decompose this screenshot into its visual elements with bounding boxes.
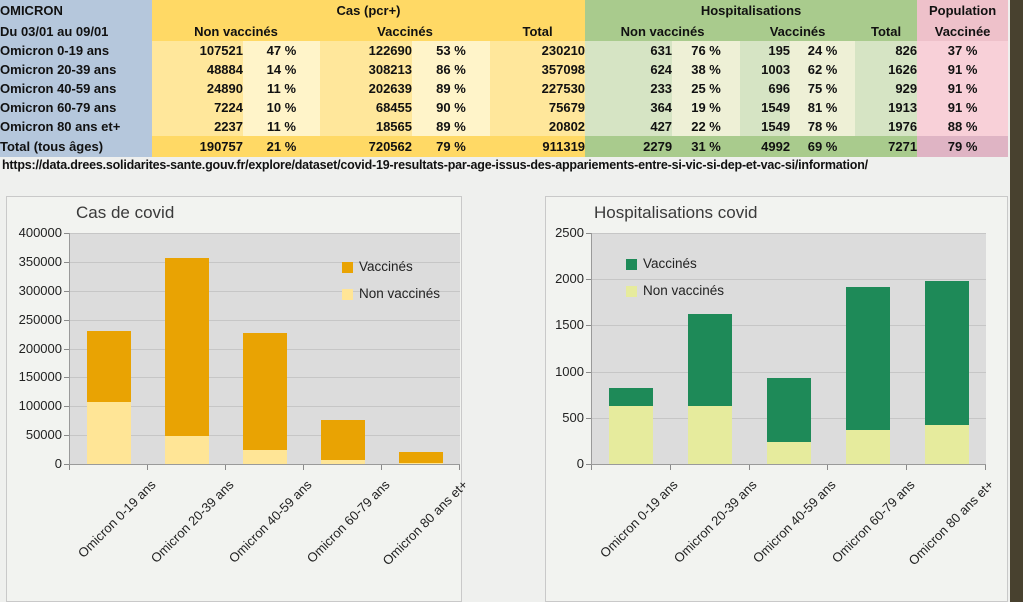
y-axis-tick <box>64 320 69 321</box>
y-axis-tick <box>64 406 69 407</box>
table-cell-cas_nv[interactable]: 190757 <box>152 136 243 157</box>
table-cell-hosp_v_pct[interactable]: 24 % <box>790 41 855 60</box>
table-cell-hosp_v[interactable]: 1003 <box>740 60 790 79</box>
table-cell-hosp_total[interactable]: 826 <box>855 41 917 60</box>
table-cell-cas_v_pct[interactable]: 89 % <box>412 79 490 98</box>
legend-item <box>342 286 440 302</box>
y-axis-tick-label: 0 <box>576 456 584 471</box>
bar-segment-vaccinés <box>688 314 732 407</box>
table-cell-pop_pct[interactable]: 91 % <box>917 79 1008 98</box>
table-cell-cas_total[interactable]: 911319 <box>490 136 585 157</box>
y-axis-tick <box>586 233 591 234</box>
section-header-cas[interactable]: Cas (pcr+) <box>152 0 585 21</box>
table-cell-cas_nv[interactable]: 24890 <box>152 79 243 98</box>
table-title[interactable]: OMICRON <box>0 0 152 21</box>
table-cell-cas_nv_pct[interactable]: 21 % <box>243 136 320 157</box>
legend-item <box>626 283 724 299</box>
gridline <box>592 279 986 280</box>
table-cell-hosp_nv_pct[interactable]: 31 % <box>672 136 740 157</box>
y-axis-tick-label: 2000 <box>555 271 584 287</box>
gridline <box>70 233 460 234</box>
table-cell-pop_pct[interactable]: 88 % <box>917 117 1008 136</box>
table-cell-hosp_nv_pct[interactable]: 19 % <box>672 98 740 117</box>
bar-segment-vaccinés <box>609 388 653 406</box>
row-label[interactable]: Omicron 60-79 ans <box>0 98 152 117</box>
bar-segment-non-vaccinés <box>609 406 653 464</box>
table-cell-cas_nv[interactable]: 7224 <box>152 98 243 117</box>
legend-swatch-icon <box>342 262 353 273</box>
x-axis-category-label: Omicron 20-39 ans <box>671 477 760 566</box>
y-axis-tick <box>64 377 69 378</box>
y-axis-tick-label: 100000 <box>18 398 62 414</box>
gridline <box>70 320 460 321</box>
row-label[interactable]: Omicron 80 ans et+ <box>0 117 152 136</box>
bar-segment-non-vaccinés <box>243 450 287 464</box>
section-header-population[interactable]: Population <box>917 0 1008 21</box>
bar-segment-non-vaccinés <box>165 436 209 464</box>
legend-item <box>342 259 413 275</box>
table-cell-hosp_total[interactable]: 929 <box>855 79 917 98</box>
header-cas-non-vaccines[interactable]: Non vaccinés <box>152 21 320 41</box>
header-hosp-non-vaccines[interactable]: Non vaccinés <box>585 21 740 41</box>
y-axis-tick-label: 250000 <box>18 311 62 327</box>
table-cell-cas_total[interactable]: 230210 <box>490 41 585 60</box>
legend-swatch-icon <box>626 259 637 270</box>
table-row <box>0 98 1008 117</box>
table-cell-hosp_total[interactable]: 1913 <box>855 98 917 117</box>
y-axis-tick <box>586 279 591 280</box>
table-cell-hosp_nv[interactable]: 233 <box>585 79 672 98</box>
source-url-link[interactable]: https://data.drees.solidarites-sante.gouv.fr/explore/dataset/covid-19-resultats-par-age-issus-des-appariements-entre-si-vic-si-dep-et-vac-si/information/ <box>2 158 868 172</box>
bar-segment-vaccinés <box>87 331 131 402</box>
x-axis-tick <box>69 465 70 470</box>
table-cell-cas_v_pct[interactable]: 90 % <box>412 98 490 117</box>
y-axis-tick-label: 500 <box>562 409 584 425</box>
bar-segment-vaccinés <box>243 333 287 450</box>
table-total-row <box>0 136 1008 157</box>
bar-segment-non-vaccinés <box>925 425 969 464</box>
x-axis-category-label: Omicron 0-19 ans <box>597 477 682 561</box>
bar-segment-non-vaccinés <box>846 430 890 464</box>
header-cas-vaccines[interactable]: Vaccinés <box>320 21 490 41</box>
bar-segment-vaccinés <box>399 452 443 463</box>
x-axis-tick <box>459 465 460 470</box>
table-cell-pop_pct[interactable]: 91 % <box>917 60 1008 79</box>
table-cell-cas_total[interactable]: 75679 <box>490 98 585 117</box>
table-cell-hosp_nv[interactable]: 427 <box>585 117 672 136</box>
y-axis-tick-label: 0 <box>54 456 62 471</box>
table-cell-cas_v[interactable]: 308213 <box>320 60 412 79</box>
table-cell-pop_pct[interactable]: 79 % <box>917 136 1008 157</box>
y-axis-tick <box>64 435 69 436</box>
table-cell-hosp_v_pct[interactable]: 78 % <box>790 117 855 136</box>
table-cell-pop_pct[interactable]: 91 % <box>917 98 1008 117</box>
x-axis-tick <box>670 465 671 470</box>
bar-segment-non-vaccinés <box>321 460 365 464</box>
table-cell-hosp_v[interactable]: 1549 <box>740 117 790 136</box>
table-cell-cas_nv_pct[interactable]: 11 % <box>243 79 320 98</box>
x-axis-category-label: Omicron 20-39 ans <box>147 477 237 566</box>
table-cell-cas_nv_pct[interactable]: 11 % <box>243 117 320 136</box>
header-cas-total[interactable]: Total <box>490 21 585 41</box>
y-axis-tick <box>64 349 69 350</box>
x-axis-tick <box>827 465 828 470</box>
table-cell-cas_v[interactable]: 202639 <box>320 79 412 98</box>
table-cell-hosp_nv[interactable]: 364 <box>585 98 672 117</box>
y-axis-tick-label: 50000 <box>25 427 62 443</box>
table-cell-hosp_nv[interactable]: 631 <box>585 41 672 60</box>
x-axis-tick <box>381 465 382 470</box>
table-cell-hosp_v[interactable]: 696 <box>740 79 790 98</box>
y-axis-tick-label: 350000 <box>18 253 62 269</box>
row-label[interactable]: Omicron 0-19 ans <box>0 41 152 60</box>
table-cell-cas_v_pct[interactable]: 79 % <box>412 136 490 157</box>
table-row <box>0 41 1008 60</box>
y-axis-tick-label: 400000 <box>18 225 62 240</box>
table-cell-hosp_nv[interactable]: 624 <box>585 60 672 79</box>
table-cell-cas_v[interactable]: 720562 <box>320 136 412 157</box>
x-axis-category-label: Omicron 60-79 ans <box>303 477 393 566</box>
bar-segment-vaccinés <box>846 287 890 430</box>
x-axis-tick <box>225 465 226 470</box>
legend-label: Vaccinés <box>359 259 413 274</box>
x-axis-category-label: Omicron 40-59 ans <box>225 477 315 566</box>
table-header-row-1 <box>0 0 1008 21</box>
y-axis-tick <box>586 372 591 373</box>
bar-segment-non-vaccinés <box>688 406 732 464</box>
y-axis-tick <box>586 418 591 419</box>
table-cell-cas_total[interactable]: 227530 <box>490 79 585 98</box>
table-cell-cas_total[interactable]: 357098 <box>490 60 585 79</box>
bar-segment-non-vaccinés <box>767 442 811 464</box>
table-cell-cas_nv_pct[interactable]: 14 % <box>243 60 320 79</box>
bar-segment-vaccinés <box>925 281 969 424</box>
legend-swatch-icon <box>342 289 353 300</box>
desktop-background-strip <box>1010 0 1023 602</box>
row-label[interactable]: Omicron 40-59 ans <box>0 79 152 98</box>
table-cell-cas_nv_pct[interactable]: 47 % <box>243 41 320 60</box>
bar-segment-non-vaccinés <box>399 463 443 464</box>
table-cell-hosp_total[interactable]: 1976 <box>855 117 917 136</box>
table-row <box>0 117 1008 136</box>
x-axis-tick <box>303 465 304 470</box>
legend-label: Vaccinés <box>643 256 697 271</box>
table-cell-hosp_nv_pct[interactable]: 76 % <box>672 41 740 60</box>
table-cell-cas_total[interactable]: 20802 <box>490 117 585 136</box>
x-axis-category-label: Omicron 0-19 ans <box>74 477 159 561</box>
bar-segment-vaccinés <box>165 258 209 436</box>
table-cell-hosp_v[interactable]: 1549 <box>740 98 790 117</box>
table-cell-cas_nv[interactable]: 107521 <box>152 41 243 60</box>
table-cell-pop_pct[interactable]: 37 % <box>917 41 1008 60</box>
table-cell-hosp_v[interactable]: 195 <box>740 41 790 60</box>
table-cell-cas_v_pct[interactable]: 53 % <box>412 41 490 60</box>
table-cell-cas_v[interactable]: 68455 <box>320 98 412 117</box>
omicron-data-table <box>0 0 1008 157</box>
bar-segment-non-vaccinés <box>87 402 131 464</box>
table-cell-cas_v[interactable]: 18565 <box>320 117 412 136</box>
table-cell-hosp_v[interactable]: 4992 <box>740 136 790 157</box>
x-axis-category-label: Omicron 60-79 ans <box>828 477 918 566</box>
header-hosp-vaccines[interactable]: Vaccinés <box>740 21 855 41</box>
table-cell-hosp_nv[interactable]: 2279 <box>585 136 672 157</box>
table-cell-cas_v[interactable]: 122690 <box>320 41 412 60</box>
x-axis-category-label: Omicron 40-59 ans <box>749 477 839 566</box>
section-header-hospitalisations[interactable]: Hospitalisations <box>585 0 917 21</box>
table-cell-hosp_total[interactable]: 1626 <box>855 60 917 79</box>
y-axis-tick <box>64 262 69 263</box>
chart-title: Hospitalisations covid <box>594 203 758 222</box>
table-cell-hosp_v_pct[interactable]: 69 % <box>790 136 855 157</box>
table-cell-cas_v_pct[interactable]: 86 % <box>412 60 490 79</box>
y-axis-tick-label: 2500 <box>555 225 584 240</box>
header-hosp-total[interactable]: Total <box>855 21 917 41</box>
gridline <box>592 233 986 234</box>
chart-hospitalisations-covid[interactable] <box>545 196 1008 602</box>
y-axis-tick-label: 1500 <box>555 317 584 333</box>
bar-segment-vaccinés <box>321 420 365 460</box>
table-cell-cas_nv[interactable]: 48884 <box>152 60 243 79</box>
legend-label: Non vaccinés <box>643 283 725 298</box>
table-cell-hosp_nv_pct[interactable]: 25 % <box>672 79 740 98</box>
chart-cas-de-covid[interactable] <box>6 196 471 602</box>
y-axis-tick-label: 150000 <box>18 369 62 385</box>
table-row <box>0 60 1008 79</box>
table-cell-cas_nv_pct[interactable]: 10 % <box>243 98 320 117</box>
table-cell-hosp_v_pct[interactable]: 81 % <box>790 98 855 117</box>
y-axis-tick <box>64 233 69 234</box>
x-axis-tick <box>985 465 986 470</box>
bar-segment-vaccinés <box>767 378 811 442</box>
x-axis-tick <box>749 465 750 470</box>
table-cell-hosp_nv_pct[interactable]: 22 % <box>672 117 740 136</box>
x-axis-category-label: Omicron 80 ans et+ <box>379 477 471 569</box>
row-label[interactable]: Total (tous âges) <box>0 136 152 157</box>
header-population-vaccinee[interactable]: Vaccinée <box>917 21 1008 41</box>
legend-label: Non vaccinés <box>359 286 441 301</box>
legend-item <box>626 256 697 272</box>
table-row <box>0 79 1008 98</box>
row-label[interactable]: Omicron 20-39 ans <box>0 60 152 79</box>
table-header-row-2 <box>0 21 1008 41</box>
date-range-cell[interactable]: Du 03/01 au 09/01 <box>0 21 152 41</box>
table-cell-cas_nv[interactable]: 2237 <box>152 117 243 136</box>
y-axis-tick <box>586 325 591 326</box>
x-axis-tick <box>591 465 592 470</box>
table-cell-hosp_total[interactable]: 7271 <box>855 136 917 157</box>
legend-swatch-icon <box>626 286 637 297</box>
x-axis-tick <box>906 465 907 470</box>
y-axis-tick-label: 300000 <box>18 282 62 298</box>
y-axis-tick-label: 200000 <box>18 340 62 356</box>
table-cell-cas_v_pct[interactable]: 89 % <box>412 117 490 136</box>
y-axis-tick <box>64 291 69 292</box>
x-axis-tick <box>147 465 148 470</box>
table-cell-hosp_nv_pct[interactable]: 38 % <box>672 60 740 79</box>
table-cell-hosp_v_pct[interactable]: 75 % <box>790 79 855 98</box>
x-axis-category-label: Omicron 80 ans et+ <box>905 477 997 569</box>
chart-title: Cas de covid <box>76 203 175 222</box>
y-axis-tick-label: 1000 <box>555 363 584 379</box>
table-cell-hosp_v_pct[interactable]: 62 % <box>790 60 855 79</box>
